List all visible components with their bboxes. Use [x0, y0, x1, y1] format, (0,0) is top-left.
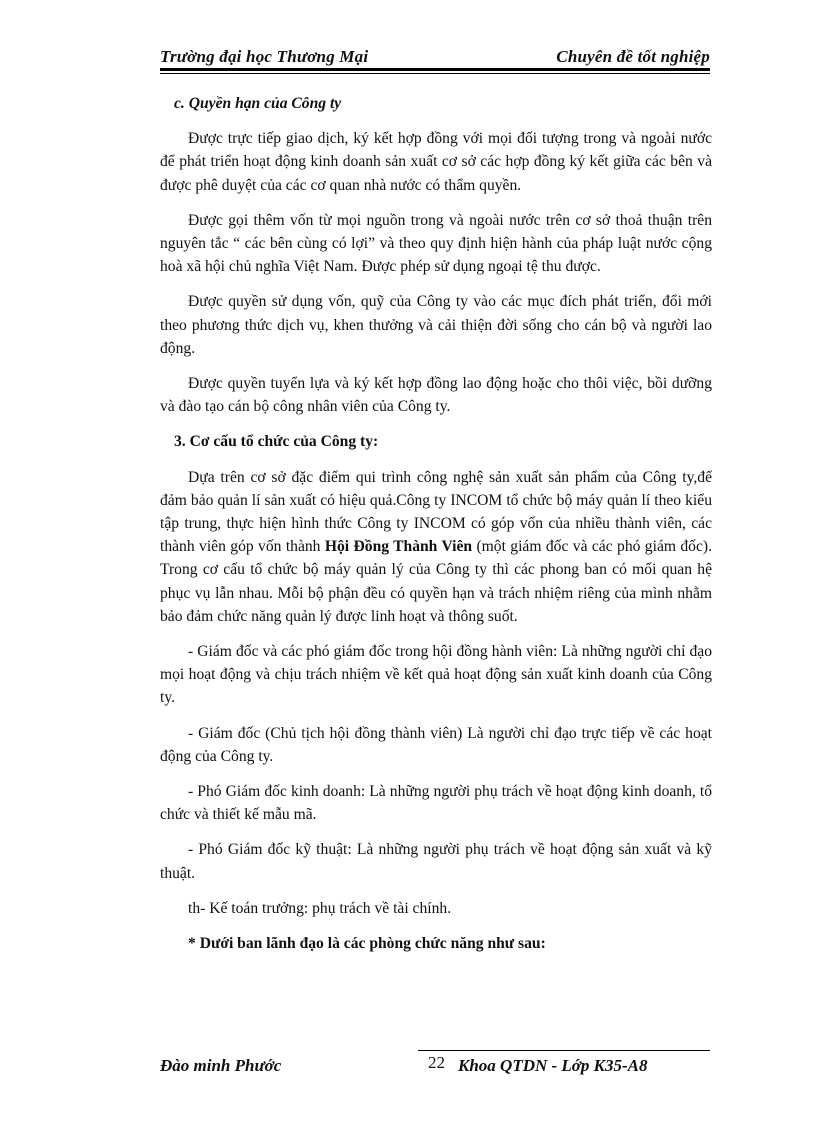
section-heading-c: c. Quyền hạn của Công ty — [174, 95, 342, 112]
paragraph-9: - Phó Giám đốc kỹ thuật: Là những người phụ trách về hoạt động sản xuất và kỹ thuật. — [160, 841, 712, 882]
paragraph-7: - Giám đốc (Chủ tịch hội đồng thành viên) Là người chỉ đạo trực tiếp về các hoạt động của Công ty. — [160, 724, 712, 765]
paragraph-8: - Phó Giám đốc kinh doanh: Là những người phụ trách về hoạt động kinh doanh, tổ chức và thiết kế mẫu mã. — [160, 783, 712, 824]
paragraph-3: Được quyền sử dụng vốn, quỹ của Công ty vào các mục đích phát triển, đổi mới theo phương thức dịch vụ, khen thưởng và cải thiện đời sống cho cán bộ và người lao động. — [160, 293, 712, 357]
paragraph-5-bold: Hội Đồng Thành Viên — [324, 538, 473, 556]
header-rule-thin — [160, 73, 710, 74]
paragraph-2: Được gọi thêm vốn từ mọi nguồn trong và ngoài nước trên cơ sở thoả thuận trên nguyên tắc “ các bên cùng có lợi” và theo quy định hiện hành của pháp luật nước cộng hoà xã hội chủ nghĩa Việt Nam. Được phép sử dụng ngoại tệ thu được. — [160, 211, 712, 276]
paragraph-4: Được quyền tuyển lựa và ký kết hợp đồng lao động hoặc cho thôi việc, bồi dưỡng và đào tạo cán bộ công nhân viên của Công ty. — [160, 375, 712, 416]
footer-class-info: Khoa QTDN - Lớp K35-A8 — [458, 1056, 648, 1075]
footer-author: Đào minh Phước — [160, 1056, 282, 1075]
paragraph-6: - Giám đốc và các phó giám đốc trong hội đồng hành viên: Là những người chỉ đạo mọi hoạt động và chịu trách nhiệm về kết quả hoạt động sản xuất kinh doanh của Công ty. — [160, 643, 712, 707]
header-rule-thick — [160, 68, 710, 71]
paragraph-5 — [160, 466, 712, 628]
paragraph-11: * Dưới ban lãnh đạo là các phòng chức năng như sau: — [188, 935, 546, 953]
page-footer — [160, 1050, 710, 1078]
paragraph-10: th- Kế toán trưởng: phụ trách về tài chính. — [188, 899, 452, 917]
page-number: 22 — [428, 1053, 445, 1072]
header-school: Trường đại học Thương Mại — [160, 47, 369, 66]
section-heading-3: 3. Cơ cấu tổ chức của Công ty: — [174, 433, 379, 451]
paragraph-5-part-a: Dựa trên cơ sở đặc điểm qui trình công nghệ sản xuất sản phẩm của Công ty,để đảm bảo quản lí sản xuất có hiệu quả.Công ty INCOM tổ chức bộ máy quản lí theo kiểu tập trung, thực hiện hình thức Công ty INCOM có góp vốn của nhiều thành viên, các thành viên góp vốn thành — [160, 468, 712, 556]
paragraph-5-part-b: (một giám đốc và các phó giám đốc). Trong cơ cấu tổ chức bộ máy quản lý của Công ty thì các phong ban có mối quan hệ phục vụ lẫn nhau. Mỗi bộ phận đều có quyền hạn và trách nhiệm riêng của mình nhằm bảo đảm chức năng quản lý được linh hoạt và thông suốt. — [160, 538, 712, 625]
paragraph-1: Được trực tiếp giao dịch, ký kết hợp đồng với mọi đối tượng trong và ngoài nước để phát triển hoạt động kinh doanh sản xuất cơ sở các hợp đồng ký kết giữa các bên và được phê duyệt của các cơ quan nhà nước có thẩm quyền. — [160, 130, 712, 194]
page-body — [160, 92, 712, 967]
header-topic: Chuyên đề tốt nghiệp — [556, 47, 710, 66]
